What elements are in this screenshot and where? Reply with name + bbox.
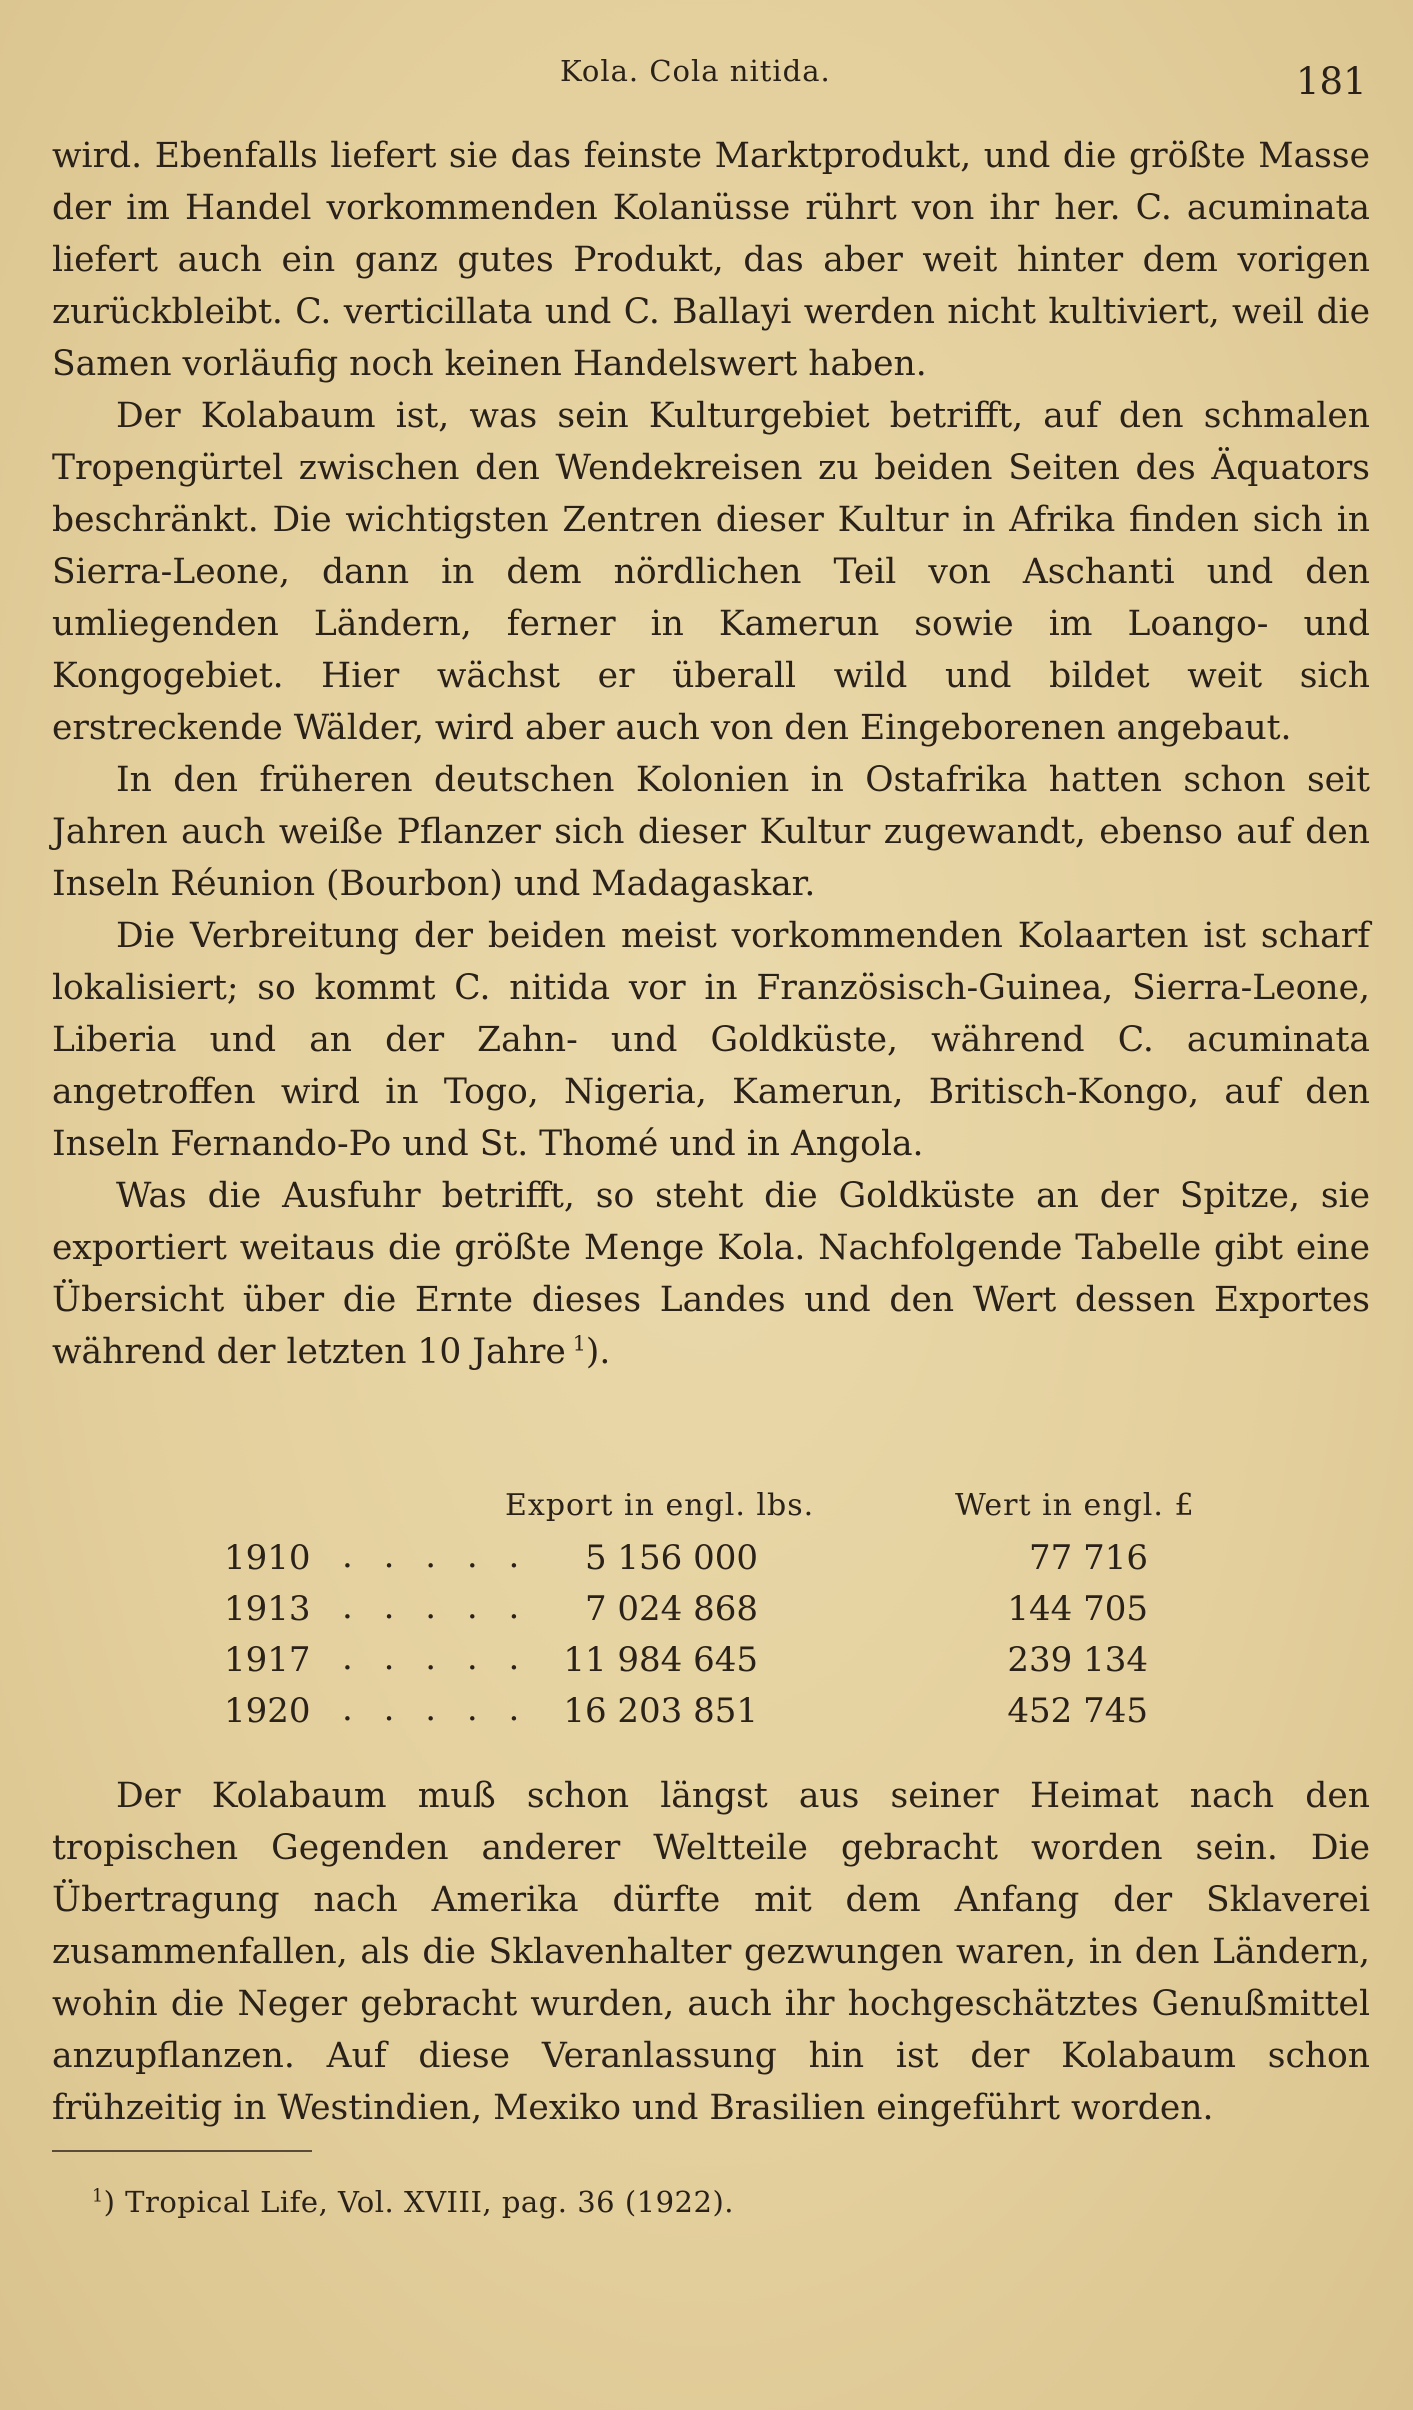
year-cell: 1913 (224, 1589, 311, 1629)
footnote-divider (52, 2150, 312, 2152)
wert-cell: 77 716 (1029, 1538, 1148, 1578)
table-row (0, 1536, 1413, 1587)
export-cell: 7 024 868 (584, 1589, 758, 1629)
paragraph-1: wird. Ebenfalls liefert sie das feinste Marktprodukt, und die größte Masse der im Handel vorkommenden Kolanüsse rührt von ihr her. C. acuminata liefert auch ein ganz gutes Produkt, das aber weit hinter dem vorigen zurückbleibt. C. verticillata und C. Ballayi werden nicht kultiviert, weil die Samen vorläufig noch keinen Handelswert haben. (52, 136, 1370, 384)
running-title: Kola. Cola nitida. (560, 54, 831, 88)
closing-text (52, 1770, 1370, 2134)
paragraph-5 (52, 1170, 1370, 1378)
footnote-reference: 1 (572, 1331, 586, 1356)
wert-cell: 239 134 (1007, 1640, 1148, 1680)
paragraph-2: Der Kolabaum ist, was sein Kulturgebiet betrifft, auf den schmalen Tropengürtel zwischen den Wendekreisen zu beiden Seiten des Äquators beschränkt. Die wichtigsten Zentren dieser Kultur in Afrika finden sich in Sierra-Leone, dann in dem nördlichen Teil von Aschanti und den umliegenden Ländern, ferner in Kamerun sowie im Loango- und Kongogebiet. Hier wächst er überall wild und bildet weit sich erstreckende Wälder, wird aber auch von den Eingeborenen angebaut. (52, 396, 1370, 748)
export-column-header: Export in engl. lbs. (505, 1488, 815, 1523)
year-cell: 1910 (224, 1538, 311, 1578)
year-cell: 1920 (224, 1691, 311, 1731)
table-row (0, 1638, 1413, 1689)
paragraph-5-text: Was die Ausfuhr betrifft, so steht die Goldküste an der Spitze, sie exportiert weitaus die größte Menge Kola. Nachfolgende Tabelle gibt eine Übersicht über die Ernte dieses Landes und den Wert dessen Exportes während der letzten 10 Jahre (52, 1176, 1370, 1372)
paragraph-3: In den früheren deutschen Kolonien in Ostafrika hatten schon seit Jahren auch weiße Pflanzer sich dieser Kultur zugewandt, ebenso auf den Inseln Réunion (Bourbon) und Madagaskar. (52, 760, 1370, 904)
year-cell: 1917 (224, 1640, 311, 1680)
paragraph-6: Der Kolabaum muß schon längst aus seiner Heimat nach den tropischen Gegenden anderer Weltteile gebracht worden sein. Die Übertragung nach Amerika dürfte mit dem Anfang der Sklaverei zusammenfallen, als die Sklavenhalter gezwungen waren, in den Ländern, wohin die Neger gebracht wurden, auch ihr hochgeschätztes Genußmittel anzupflanzen. Auf diese Veranlassung hin ist der Kolabaum schon frühzeitig in Westindien, Mexiko und Brasilien eingeführt worden. (52, 1776, 1370, 2128)
export-cell: 5 156 000 (584, 1538, 758, 1578)
leader-dots: . . . . . (342, 1536, 530, 1576)
leader-dots: . . . . . (342, 1638, 530, 1678)
table-row (0, 1587, 1413, 1638)
export-table (0, 1480, 1413, 1740)
paragraph-5-tail: ). (585, 1332, 611, 1372)
footnote-marker: 1 (92, 2186, 104, 2207)
paragraph-4: Die Verbreitung der beiden meist vorkommenden Kolaarten ist scharf lokalisiert; so kommt C. nitida vor in Französisch-Guinea, Sierra-Leone, Liberia und an der Zahn- und Goldküste, während C. acuminata angetroffen wird in Togo, Nigeria, Kamerun, Britisch-Kongo, auf den Inseln Fernando-Po und St. Thomé und in Angola. (52, 916, 1370, 1164)
wert-column-header: Wert in engl. £ (955, 1488, 1195, 1523)
footnote-text: Tropical Life, Vol. XVIII, pag. 36 (1922). (125, 2185, 734, 2219)
footnote (92, 2185, 734, 2219)
wert-cell: 452 745 (1007, 1691, 1148, 1731)
footnote-marker-suffix: ) (103, 2185, 116, 2219)
leader-dots: . . . . . (342, 1689, 530, 1729)
export-cell: 11 984 645 (563, 1640, 758, 1680)
page-header (0, 50, 1413, 110)
wert-cell: 144 705 (1007, 1589, 1148, 1629)
table-header (0, 1480, 1413, 1536)
table-row (0, 1689, 1413, 1740)
page-number: 181 (1296, 60, 1367, 103)
export-cell: 16 203 851 (563, 1691, 758, 1731)
leader-dots: . . . . . (342, 1587, 530, 1627)
body-text (52, 130, 1370, 1378)
